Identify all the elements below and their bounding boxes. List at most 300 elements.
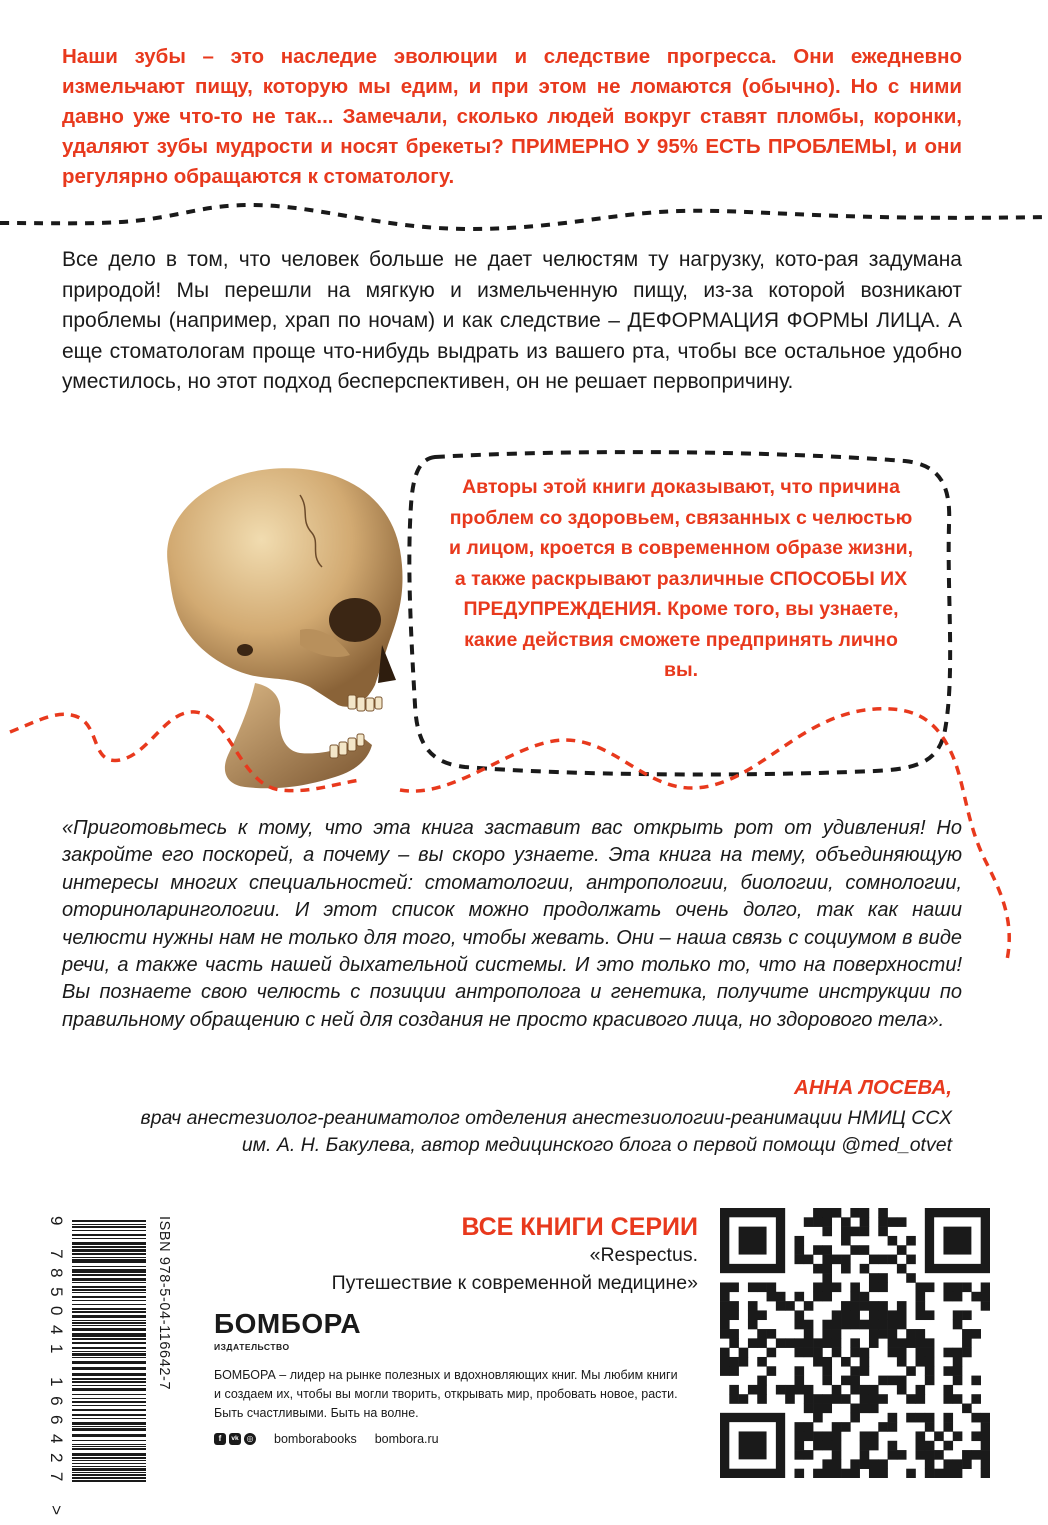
qr-module	[953, 1357, 963, 1367]
qr-module	[841, 1320, 851, 1330]
barcode-bar	[72, 1477, 146, 1479]
series-title: ВСЕ КНИГИ СЕРИИ	[461, 1213, 698, 1241]
qr-module	[897, 1385, 907, 1395]
qr-module	[925, 1450, 935, 1460]
qr-module	[757, 1394, 767, 1404]
barcode-bar	[72, 1460, 146, 1461]
qr-module	[878, 1255, 888, 1265]
qr-module	[850, 1413, 860, 1423]
barcode-bar	[72, 1444, 146, 1445]
qr-module	[943, 1366, 953, 1376]
qr-module	[860, 1366, 870, 1376]
qr-code[interactable]	[720, 1208, 990, 1478]
barcode-bar	[72, 1296, 146, 1298]
barcode-bar	[72, 1357, 146, 1358]
review-quote: «Приготовьтесь к тому, что эта книга заставит вас открыть рот от удивления! Но закройте его поскорей, а почему – вы скоро узнаете. Эта книга на тему, объединяющую интересы многих специальностей: стоматологии, антропологии, биологии, сомнологии, оториноларингологии. И этот список можно продолжать очень долго, так как наши челюсти нужны нам не только для того, чтобы жевать. Они – наша связь с социумом в виде речи, а также часть нашей дыхательной системы. И это только то, что на поверхности! Вы познаете свою челюсть с позиции антрополога и генетика, получите инструкции по правильному обращению с ней для создания не просто красивого лица, но здорового тела».	[62, 817, 962, 1031]
qr-module	[860, 1357, 870, 1367]
qr-module	[850, 1245, 860, 1255]
qr-module	[729, 1394, 739, 1404]
series-line1: «Respectus.	[589, 1244, 698, 1266]
qr-module	[832, 1310, 842, 1320]
barcode-bar	[72, 1381, 146, 1383]
qr-module	[981, 1459, 990, 1469]
qr-module	[794, 1441, 804, 1451]
qr-module	[860, 1450, 870, 1460]
qr-module	[804, 1255, 814, 1265]
qr-module	[925, 1459, 935, 1469]
barcode-bar	[72, 1342, 146, 1344]
qr-module	[813, 1469, 823, 1478]
qr-module	[943, 1348, 953, 1358]
qr-module	[860, 1348, 870, 1358]
qr-module	[729, 1366, 739, 1376]
qr-module	[729, 1329, 739, 1339]
qr-module	[888, 1450, 898, 1460]
qr-module	[841, 1217, 851, 1227]
facebook-icon[interactable]: f	[214, 1433, 226, 1445]
qr-module	[860, 1227, 870, 1237]
barcode-bar	[72, 1373, 146, 1376]
social-links	[214, 1432, 439, 1446]
qr-module	[953, 1310, 963, 1320]
qr-module	[943, 1394, 953, 1404]
qr-module	[776, 1301, 786, 1311]
qr-module	[729, 1338, 739, 1348]
qr-module	[832, 1441, 842, 1451]
barcode-bar	[72, 1246, 146, 1248]
qr-module	[850, 1376, 860, 1386]
qr-module	[916, 1301, 926, 1311]
qr-module	[869, 1320, 879, 1330]
qr-module	[832, 1469, 842, 1478]
qr-module	[860, 1264, 870, 1274]
barcode-bar	[72, 1257, 146, 1258]
barcode-bar	[72, 1226, 146, 1228]
qr-module	[953, 1292, 963, 1302]
barcode-bar	[72, 1422, 146, 1425]
qr-module	[794, 1385, 804, 1395]
qr-module	[720, 1348, 730, 1358]
qr-module	[878, 1217, 888, 1227]
qr-module	[832, 1431, 842, 1441]
barcode-bar	[72, 1434, 146, 1437]
barcode-bar	[72, 1304, 146, 1305]
vk-icon[interactable]: vk	[229, 1433, 241, 1445]
qr-module	[860, 1301, 870, 1311]
qr-module	[729, 1357, 739, 1367]
qr-module	[971, 1394, 981, 1404]
barcode-bar	[72, 1351, 146, 1352]
author-description	[52, 1105, 952, 1159]
barcode	[72, 1216, 146, 1490]
intro-text: Наши зубы – это наследие эволюции и следствие прогресса. Они ежедневно измельчают пищу, которую мы едим, и при этом не ломаются (обычно). Но с ними давно уже что-то не так... Замечали, сколько людей вокруг ставят пломбы, коронки, удаляют зубы мудрости и носят брекеты? ПРИМЕРНО У 95% ЕСТЬ ПРОБЛЕМЫ, и они регулярно обращаются к стоматологу.	[62, 45, 962, 188]
qr-module	[813, 1431, 823, 1441]
qr-module	[841, 1376, 851, 1386]
qr-module	[906, 1366, 916, 1376]
qr-module	[794, 1366, 804, 1376]
qr-module	[850, 1320, 860, 1330]
barcode-bar	[72, 1253, 146, 1255]
qr-module	[981, 1450, 990, 1460]
publisher-about: БОМБОРА – лидер на рынке полезных и вдохновляющих книг. Мы любим книги и создаем их, чтобы вы могли творить, открывать мир, пробовать новое, расти. Быть счастливыми. Быть на волне.	[214, 1368, 678, 1420]
qr-module	[767, 1282, 777, 1292]
qr-module	[767, 1348, 777, 1358]
red-dashed-wave-left	[0, 690, 400, 800]
qr-module	[943, 1385, 953, 1395]
publisher-subtitle: ИЗДАТЕЛЬСТВО	[214, 1342, 290, 1352]
qr-module	[925, 1366, 935, 1376]
barcode-bar	[72, 1259, 146, 1263]
qr-module	[981, 1469, 990, 1478]
qr-module	[841, 1357, 851, 1367]
qr-module	[888, 1422, 898, 1432]
qr-module	[971, 1292, 981, 1302]
instagram-icon[interactable]: ◎	[244, 1433, 256, 1445]
qr-module	[869, 1459, 879, 1469]
qr-module	[748, 1338, 758, 1348]
qr-module	[813, 1208, 823, 1218]
barcode-bar	[72, 1463, 146, 1464]
qr-module	[794, 1255, 804, 1265]
main-paragraph: Все дело в том, что человек больше не дает челюстям ту нагрузку, кото-рая задумана природой! Мы перешли на мягкую и измельченную пищу, из-за которой возникают проблемы (например, храп по ночам) и как следствие – ДЕФОРМАЦИЯ ФОРМЫ ЛИЦА. А еще стоматологам проще что-нибудь выдрать из вашего рта, чтобы все остальное удобно уместилось, но этот подход бесперспективен, он не решает первопричину.	[62, 248, 962, 393]
qr-module	[822, 1292, 832, 1302]
qr-module	[916, 1357, 926, 1367]
qr-module	[888, 1329, 898, 1339]
qr-module	[878, 1422, 888, 1432]
qr-module	[888, 1348, 898, 1358]
qr-module	[757, 1310, 767, 1320]
qr-module	[888, 1310, 898, 1320]
qr-module	[981, 1301, 990, 1311]
qr-module	[841, 1394, 851, 1404]
qr-module	[841, 1264, 851, 1274]
qr-module	[720, 1292, 730, 1302]
barcode-bar	[72, 1448, 146, 1450]
qr-module	[906, 1255, 916, 1265]
qr-finder-inner	[739, 1227, 767, 1255]
barcode-bar	[72, 1308, 146, 1310]
qr-module	[832, 1385, 842, 1395]
qr-module	[822, 1245, 832, 1255]
qr-module	[869, 1394, 879, 1404]
barcode-bar	[72, 1242, 146, 1245]
qr-module	[878, 1301, 888, 1311]
website-link[interactable]: bombora.ru	[374, 1432, 439, 1446]
qr-module	[878, 1376, 888, 1386]
qr-module	[925, 1338, 935, 1348]
barcode-bar	[72, 1325, 146, 1326]
qr-module	[813, 1338, 823, 1348]
qr-module	[906, 1394, 916, 1404]
barcode-bar	[72, 1269, 146, 1273]
barcode-bar	[72, 1453, 146, 1456]
qr-module	[888, 1236, 898, 1246]
barcode-bar	[72, 1292, 146, 1293]
qr-module	[981, 1431, 990, 1441]
qr-module	[888, 1217, 898, 1227]
qr-module	[981, 1282, 990, 1292]
qr-module	[860, 1459, 870, 1469]
qr-module	[860, 1245, 870, 1255]
qr-module	[934, 1431, 944, 1441]
qr-module	[813, 1394, 823, 1404]
qr-module	[925, 1376, 935, 1386]
qr-module	[804, 1329, 814, 1339]
qr-module	[878, 1310, 888, 1320]
qr-module	[888, 1413, 898, 1423]
barcode-bar	[72, 1468, 146, 1471]
qr-module	[943, 1441, 953, 1451]
qr-module	[925, 1348, 935, 1358]
qr-module	[832, 1422, 842, 1432]
qr-module	[785, 1301, 795, 1311]
qr-module	[981, 1441, 990, 1451]
qr-module	[767, 1329, 777, 1339]
qr-module	[822, 1282, 832, 1292]
qr-module	[943, 1282, 953, 1292]
qr-module	[748, 1282, 758, 1292]
qr-module	[832, 1450, 842, 1460]
qr-module	[888, 1441, 898, 1451]
qr-module	[860, 1394, 870, 1404]
qr-module	[925, 1282, 935, 1292]
qr-module	[832, 1255, 842, 1265]
barcode-bar	[72, 1333, 146, 1337]
barcode-bar	[72, 1274, 146, 1276]
qr-module	[888, 1255, 898, 1265]
qr-module	[860, 1431, 870, 1441]
qr-module	[878, 1469, 888, 1478]
qr-module	[860, 1320, 870, 1330]
qr-module	[822, 1441, 832, 1451]
qr-module	[953, 1469, 963, 1478]
barcode-bar	[72, 1388, 146, 1391]
qr-module	[739, 1394, 749, 1404]
qr-module	[822, 1459, 832, 1469]
qr-module	[953, 1431, 963, 1441]
qr-module	[878, 1282, 888, 1292]
qr-module	[897, 1217, 907, 1227]
series-line2: Путешествие к современной медицине»	[331, 1272, 698, 1294]
qr-module	[869, 1404, 879, 1414]
qr-module	[888, 1338, 898, 1348]
qr-module	[860, 1404, 870, 1414]
publisher-logo: БОМБОРА	[214, 1308, 362, 1339]
qr-module	[897, 1376, 907, 1386]
qr-module	[822, 1264, 832, 1274]
qr-module	[776, 1292, 786, 1302]
qr-module	[822, 1431, 832, 1441]
barcode-bar	[72, 1300, 146, 1301]
qr-module	[822, 1404, 832, 1414]
qr-module	[794, 1431, 804, 1441]
barcode-bar	[72, 1286, 146, 1288]
barcode-bar	[72, 1328, 146, 1331]
qr-module	[962, 1348, 972, 1358]
qr-module	[850, 1227, 860, 1237]
qr-module	[850, 1366, 860, 1376]
barcode-bar	[72, 1282, 146, 1283]
qr-module	[832, 1208, 842, 1218]
qr-module	[804, 1338, 814, 1348]
qr-module	[832, 1394, 842, 1404]
qr-module	[757, 1338, 767, 1348]
qr-module	[897, 1348, 907, 1358]
qr-module	[794, 1245, 804, 1255]
qr-module	[794, 1310, 804, 1320]
qr-module	[897, 1320, 907, 1330]
qr-module	[767, 1366, 777, 1376]
qr-module	[943, 1292, 953, 1302]
qr-module	[729, 1385, 739, 1395]
quote-author: АННА ЛОСЕВА,	[794, 1076, 952, 1099]
qr-module	[720, 1366, 730, 1376]
qr-module	[878, 1394, 888, 1404]
qr-module	[813, 1282, 823, 1292]
qr-module	[822, 1366, 832, 1376]
qr-module	[943, 1422, 953, 1432]
qr-module	[813, 1292, 823, 1302]
qr-module	[897, 1450, 907, 1460]
qr-module	[841, 1255, 851, 1265]
qr-module	[813, 1245, 823, 1255]
author-description-line1: врач анестезиолог-реаниматолог отделения анестезиологии-реанимации НМИЦ ССХ	[140, 1107, 952, 1129]
isbn	[148, 1216, 178, 1496]
qr-module	[953, 1348, 963, 1358]
qr-module	[757, 1385, 767, 1395]
barcode-bar	[72, 1353, 146, 1356]
qr-module	[748, 1301, 758, 1311]
qr-module	[841, 1310, 851, 1320]
qr-module	[943, 1469, 953, 1478]
qr-module	[897, 1357, 907, 1367]
qr-module	[934, 1469, 944, 1478]
qr-module	[776, 1385, 786, 1395]
qr-module	[794, 1376, 804, 1386]
qr-module	[916, 1292, 926, 1302]
barcode-bar	[72, 1320, 146, 1321]
qr-module	[916, 1329, 926, 1339]
qr-module	[925, 1413, 935, 1423]
qr-module	[869, 1255, 879, 1265]
qr-module	[869, 1469, 879, 1478]
qr-module	[794, 1422, 804, 1432]
barcode-digits-text: 9 785041 166427 >	[47, 1216, 66, 1525]
qr-module	[813, 1441, 823, 1451]
qr-module	[729, 1310, 739, 1320]
barcode-digits	[44, 1216, 74, 1525]
barcode-bar	[72, 1414, 146, 1416]
qr-module	[869, 1441, 879, 1451]
social-handle[interactable]: bomborabooks	[274, 1432, 357, 1446]
qr-module	[860, 1292, 870, 1302]
qr-module	[794, 1236, 804, 1246]
qr-module	[804, 1394, 814, 1404]
qr-module	[878, 1208, 888, 1218]
qr-module	[832, 1459, 842, 1469]
qr-module	[804, 1348, 814, 1358]
qr-module	[981, 1422, 990, 1432]
barcode-bar	[72, 1367, 146, 1370]
barcode-bar	[72, 1405, 146, 1406]
qr-module	[739, 1348, 749, 1358]
qr-module	[822, 1329, 832, 1339]
qr-module	[897, 1301, 907, 1311]
qr-module	[822, 1338, 832, 1348]
qr-module	[720, 1301, 730, 1311]
qr-module	[794, 1292, 804, 1302]
qr-module	[916, 1413, 926, 1423]
barcode-bar	[72, 1230, 146, 1231]
qr-module	[925, 1422, 935, 1432]
qr-module	[850, 1292, 860, 1302]
qr-module	[962, 1450, 972, 1460]
qr-module	[878, 1459, 888, 1469]
qr-module	[962, 1459, 972, 1469]
qr-module	[916, 1348, 926, 1358]
qr-module	[850, 1310, 860, 1320]
qr-module	[757, 1282, 767, 1292]
qr-module	[822, 1227, 832, 1237]
qr-module	[804, 1450, 814, 1460]
qr-module	[794, 1469, 804, 1478]
qr-module	[850, 1459, 860, 1469]
barcode-bar	[72, 1249, 146, 1252]
qr-module	[962, 1329, 972, 1339]
qr-module	[822, 1469, 832, 1478]
qr-module	[953, 1394, 963, 1404]
qr-finder-inner	[943, 1227, 971, 1255]
qr-module	[822, 1394, 832, 1404]
barcode-bar	[72, 1466, 146, 1467]
qr-module	[916, 1450, 926, 1460]
barcode-bar	[72, 1322, 146, 1324]
qr-module	[813, 1404, 823, 1414]
barcode-bar	[72, 1394, 146, 1395]
qr-module	[971, 1376, 981, 1386]
qr-module	[832, 1329, 842, 1339]
qr-module	[943, 1459, 953, 1469]
callout-text: Авторы этой книги доказывают, что причина проблем со здоровьем, связанных с челюстью и лицом, кроется в современном образе жизни, а также раскрывают различные СПОСОБЫ ИХ ПРЕДУПРЕЖДЕНИЯ. Кроме того, вы узнаете, какие действия сможете предпринять лично вы.	[448, 476, 914, 681]
qr-module	[860, 1385, 870, 1395]
qr-module	[832, 1348, 842, 1358]
qr-module	[934, 1450, 944, 1460]
barcode-bar	[72, 1315, 146, 1318]
barcode-bar	[72, 1418, 146, 1419]
qr-module	[869, 1385, 879, 1395]
qr-module	[943, 1413, 953, 1423]
barcode-bar	[72, 1220, 146, 1222]
qr-module	[916, 1441, 926, 1451]
qr-module	[888, 1320, 898, 1330]
qr-module	[981, 1292, 990, 1302]
qr-module	[720, 1310, 730, 1320]
qr-module	[953, 1376, 963, 1386]
barcode-bar	[72, 1311, 146, 1313]
qr-module	[953, 1459, 963, 1469]
barcode-bar	[72, 1338, 146, 1340]
qr-module	[841, 1301, 851, 1311]
qr-module	[869, 1273, 879, 1283]
qr-module	[850, 1338, 860, 1348]
qr-module	[822, 1208, 832, 1218]
qr-module	[813, 1413, 823, 1423]
qr-module	[925, 1441, 935, 1451]
qr-module	[804, 1385, 814, 1395]
qr-module	[804, 1320, 814, 1330]
barcode-bar	[72, 1457, 146, 1459]
barcode-bar	[72, 1440, 146, 1441]
